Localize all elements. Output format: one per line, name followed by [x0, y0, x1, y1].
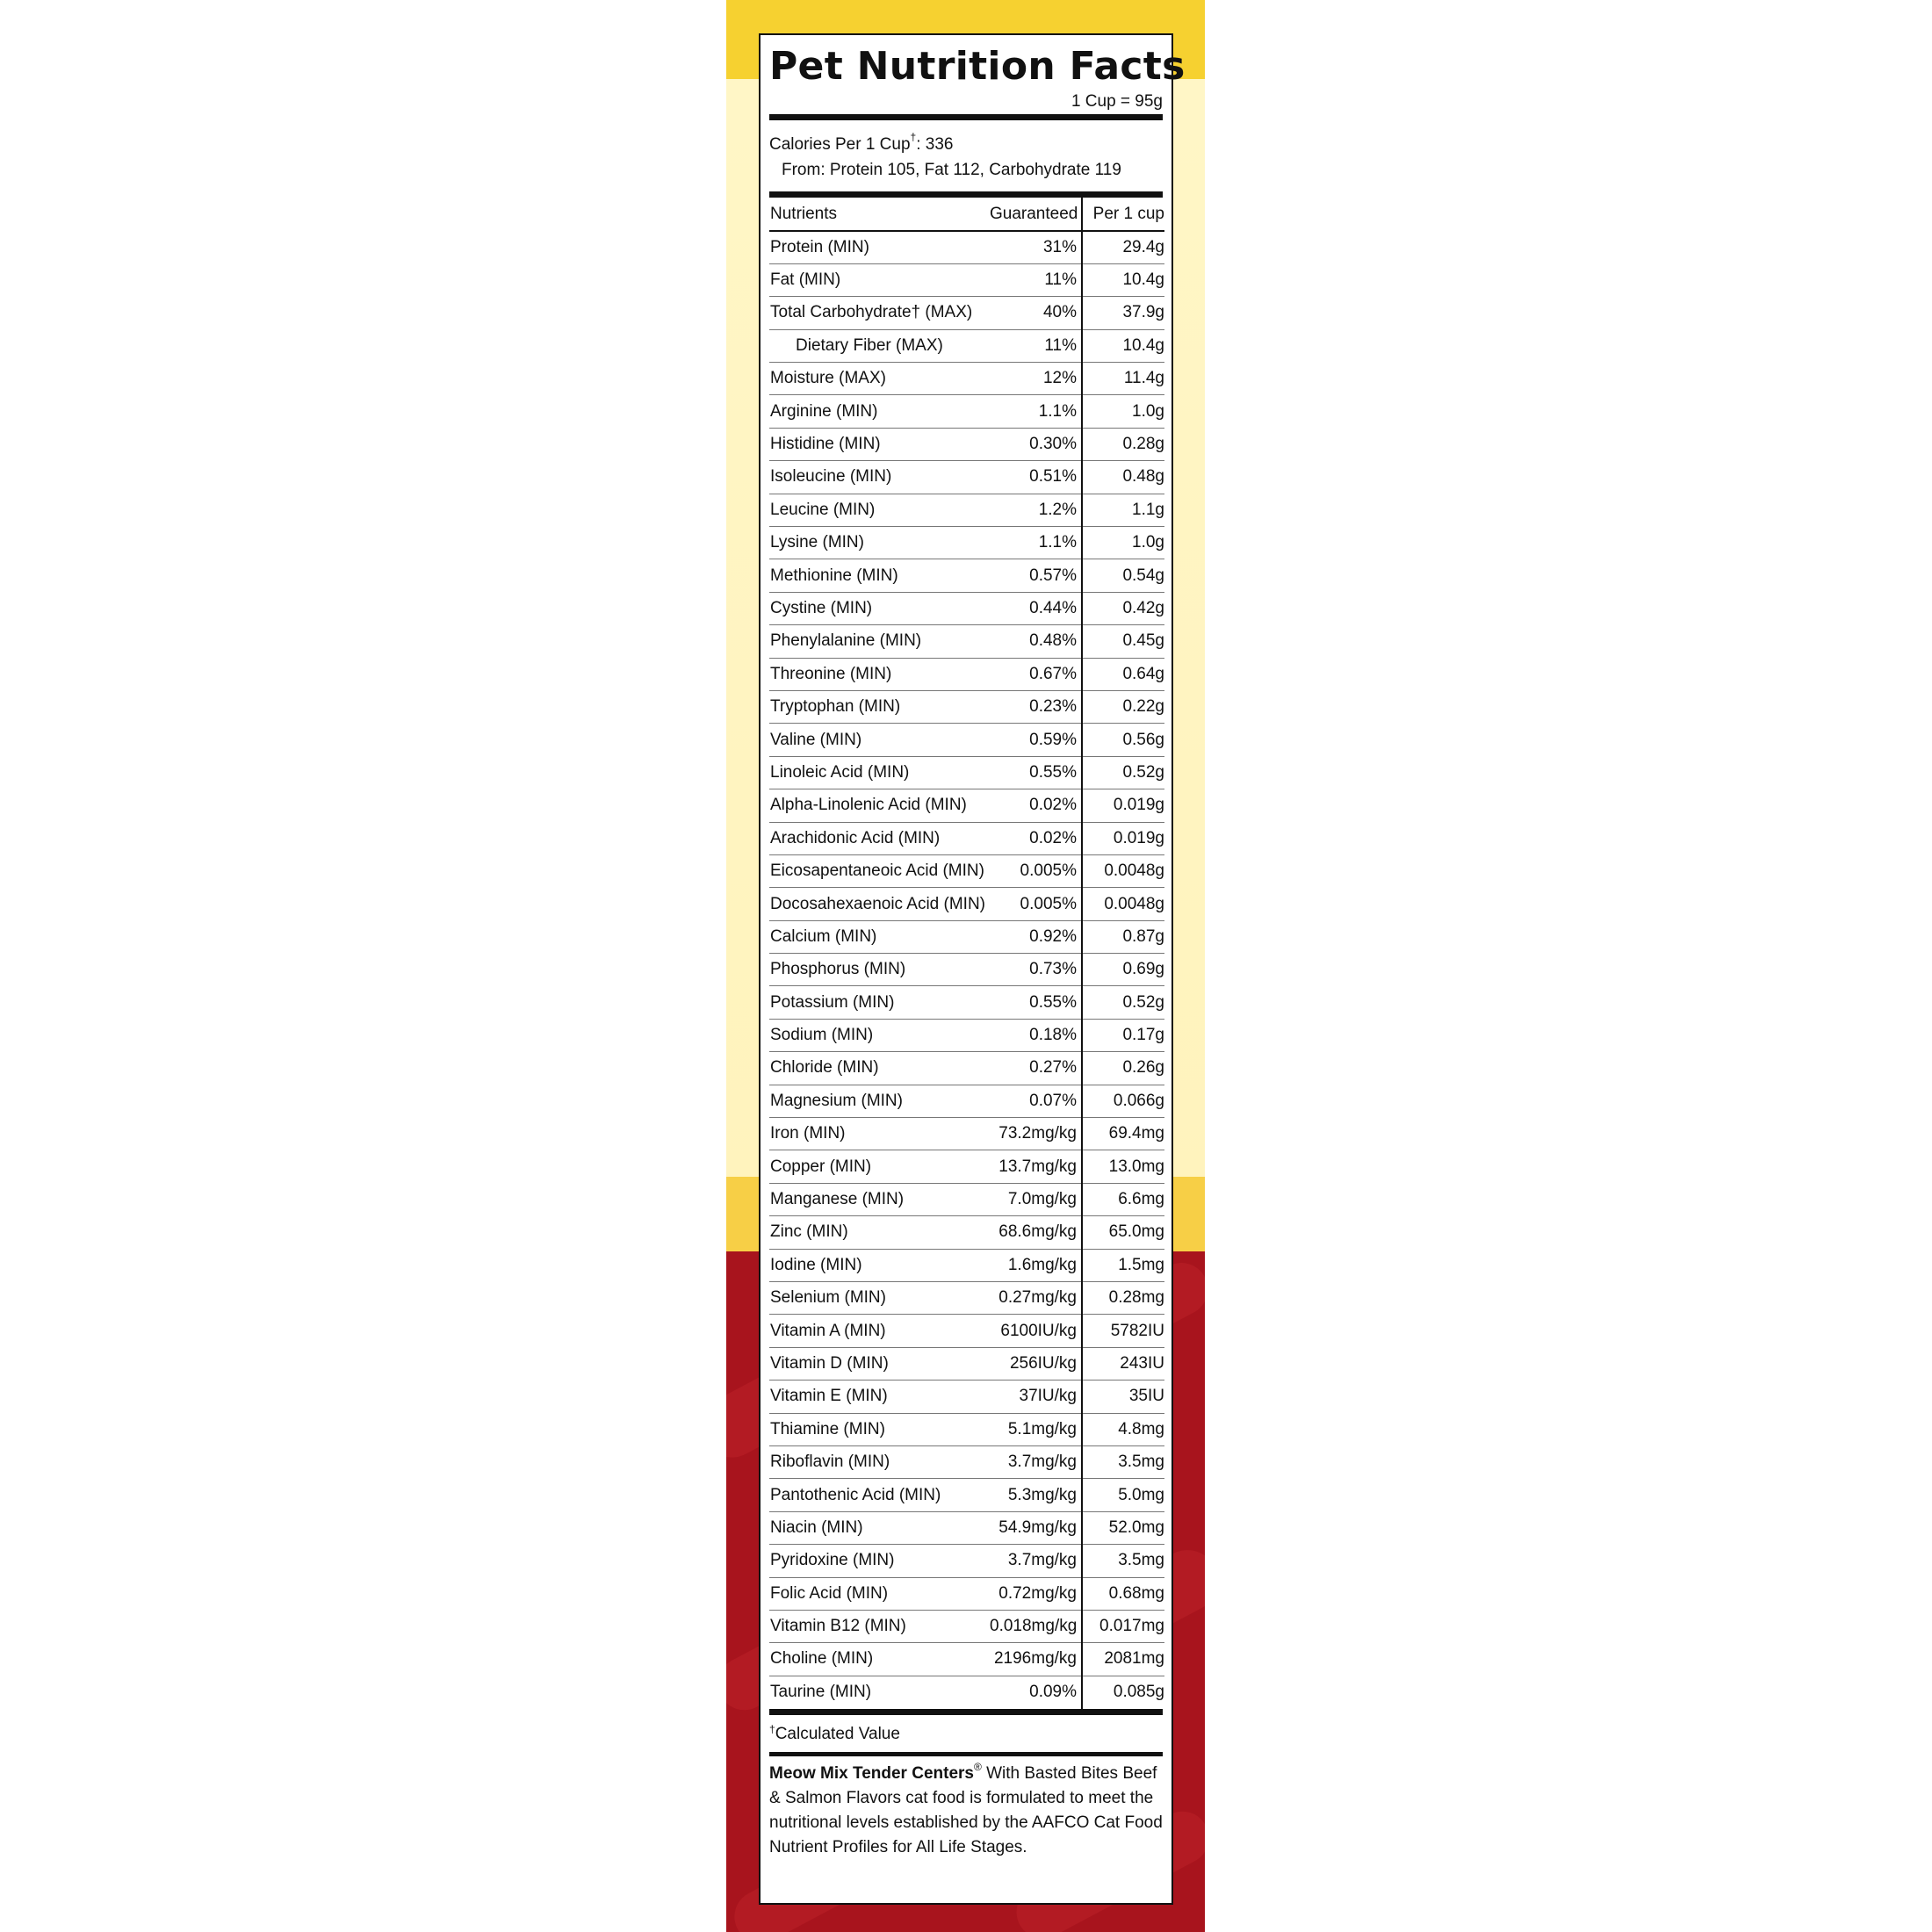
nutrient-name: Pyridoxine (MIN) — [769, 1545, 989, 1577]
table-row — [769, 1381, 1164, 1413]
per-cup-value: 0.066g — [1082, 1085, 1164, 1117]
per-cup-value: 0.52g — [1082, 756, 1164, 789]
nutrient-name: Vitamin E (MIN) — [769, 1381, 989, 1413]
nutrient-name: Alpha-Linolenic Acid (MIN) — [769, 789, 989, 822]
nutrient-name: Choline (MIN) — [769, 1643, 989, 1676]
guaranteed-value: 40% — [989, 297, 1082, 329]
per-cup-value: 5782IU — [1082, 1315, 1164, 1347]
calories-from: From: Protein 105, Fat 112, Carbohydrate 119 — [782, 161, 1121, 179]
nutrient-name: Phenylalanine (MIN) — [769, 625, 989, 658]
per-cup-value: 1.0g — [1082, 527, 1164, 559]
per-cup-value: 0.019g — [1082, 822, 1164, 854]
per-cup-value: 0.69g — [1082, 954, 1164, 986]
table-row — [769, 1282, 1164, 1315]
guaranteed-value: 0.55% — [989, 756, 1082, 789]
calories-prefix: Calories Per 1 Cup — [769, 135, 911, 154]
table-row — [769, 263, 1164, 296]
guaranteed-value: 0.51% — [989, 461, 1082, 494]
table-row — [769, 756, 1164, 789]
guaranteed-value: 0.48% — [989, 625, 1082, 658]
header-per-cup: Per 1 cup — [1092, 204, 1164, 223]
calories-block — [769, 120, 1163, 191]
nutrient-name: Vitamin B12 (MIN) — [769, 1610, 989, 1642]
guaranteed-value: 2196mg/kg — [989, 1643, 1082, 1676]
statement-text: With Basted Bites Beef & Salmon Flavors cat food is formulated to meet the nutritional levels established by the AAFCO Cat Food Nutrient Profiles for All Life Stages. — [769, 1763, 1163, 1856]
calories-line — [769, 132, 1163, 157]
header-guaranteed: Guaranteed — [989, 198, 1082, 231]
nutrient-name: Iron (MIN) — [769, 1118, 989, 1150]
guaranteed-value: 0.92% — [989, 920, 1082, 953]
nutrient-name: Magnesium (MIN) — [769, 1085, 989, 1117]
table-row — [769, 1676, 1164, 1708]
guaranteed-value: 5.1mg/kg — [989, 1413, 1082, 1445]
guaranteed-value: 1.2% — [989, 494, 1082, 526]
per-cup-value: 0.019g — [1082, 789, 1164, 822]
table-row — [769, 954, 1164, 986]
per-cup-value: 0.085g — [1082, 1676, 1164, 1708]
nutrient-name: Arginine (MIN) — [769, 395, 989, 428]
guaranteed-value: 0.59% — [989, 724, 1082, 756]
per-cup-value: 3.5mg — [1082, 1545, 1164, 1577]
guaranteed-value: 0.02% — [989, 822, 1082, 854]
nutrient-name: Leucine (MIN) — [769, 494, 989, 526]
guaranteed-value: 11% — [989, 263, 1082, 296]
guaranteed-value: 0.23% — [989, 690, 1082, 723]
nutrient-name: Protein (MIN) — [769, 231, 989, 263]
nutrient-name: Thiamine (MIN) — [769, 1413, 989, 1445]
per-cup-value: 1.0g — [1082, 395, 1164, 428]
guaranteed-value: 0.09% — [989, 1676, 1082, 1708]
table-row — [769, 1216, 1164, 1249]
guaranteed-value: 0.73% — [989, 954, 1082, 986]
guaranteed-value: 0.27mg/kg — [989, 1282, 1082, 1315]
table-row — [769, 1183, 1164, 1215]
dagger-mark: † — [910, 131, 917, 143]
guaranteed-value: 0.57% — [989, 559, 1082, 592]
guaranteed-value: 0.02% — [989, 789, 1082, 822]
nutrient-name: Tryptophan (MIN) — [769, 690, 989, 723]
per-cup-value: 0.17g — [1082, 1019, 1164, 1051]
nutrient-name: Calcium (MIN) — [769, 920, 989, 953]
nutrient-name: Taurine (MIN) — [769, 1676, 989, 1708]
per-cup-value: 0.0048g — [1082, 854, 1164, 887]
table-row — [769, 329, 1164, 362]
guaranteed-value: 0.44% — [989, 592, 1082, 624]
per-cup-value: 0.64g — [1082, 658, 1164, 690]
nutrient-name: Zinc (MIN) — [769, 1216, 989, 1249]
guaranteed-value: 256IU/kg — [989, 1347, 1082, 1380]
per-cup-value: 2081mg — [1082, 1643, 1164, 1676]
nutrient-name: Valine (MIN) — [769, 724, 989, 756]
nutrient-name: Niacin (MIN) — [769, 1511, 989, 1544]
nutrition-label — [759, 33, 1186, 1905]
per-cup-value: 243IU — [1082, 1347, 1164, 1380]
label-title: Pet Nutrition Facts — [769, 44, 1186, 89]
serving-size: 1 Cup = 95g — [1071, 92, 1163, 111]
header-nutrients: Nutrients — [770, 204, 838, 223]
table-row — [769, 1643, 1164, 1676]
guaranteed-value: 68.6mg/kg — [989, 1216, 1082, 1249]
calories-value: : 336 — [916, 135, 954, 154]
nutrient-name: Methionine (MIN) — [769, 559, 989, 592]
nutrient-name: Manganese (MIN) — [769, 1183, 989, 1215]
nutrient-rows — [769, 231, 1164, 1709]
guaranteed-value: 37IU/kg — [989, 1381, 1082, 1413]
guaranteed-value: 0.005% — [989, 888, 1082, 920]
guaranteed-value: 54.9mg/kg — [989, 1511, 1082, 1544]
table-row — [769, 1545, 1164, 1577]
nutrient-name: Isoleucine (MIN) — [769, 461, 989, 494]
table-row — [769, 1511, 1164, 1544]
table-row — [769, 1085, 1164, 1117]
table-row — [769, 1315, 1164, 1347]
thick-divider — [769, 1709, 1163, 1715]
table-row — [769, 461, 1164, 494]
per-cup-value: 69.4mg — [1082, 1118, 1164, 1150]
table-row — [769, 1052, 1164, 1085]
nutrient-name: Copper (MIN) — [769, 1150, 989, 1183]
per-cup-value: 1.5mg — [1082, 1249, 1164, 1281]
aafco-statement — [769, 1756, 1163, 1860]
table-row — [769, 1445, 1164, 1478]
table-row — [769, 1118, 1164, 1150]
table-row — [769, 986, 1164, 1019]
table-row — [769, 1347, 1164, 1380]
per-cup-value: 3.5mg — [1082, 1445, 1164, 1478]
table-row — [769, 690, 1164, 723]
nutrient-name: Cystine (MIN) — [769, 592, 989, 624]
registered-mark: ® — [973, 1760, 982, 1773]
table-row — [769, 428, 1164, 460]
table-row — [769, 658, 1164, 690]
table-row — [769, 789, 1164, 822]
table-row — [769, 920, 1164, 953]
table-row — [769, 1610, 1164, 1642]
nutrient-name: Vitamin A (MIN) — [769, 1315, 989, 1347]
per-cup-value: 6.6mg — [1082, 1183, 1164, 1215]
table-row — [769, 494, 1164, 526]
nutrient-name: Arachidonic Acid (MIN) — [769, 822, 989, 854]
per-cup-value: 52.0mg — [1082, 1511, 1164, 1544]
per-cup-value: 4.8mg — [1082, 1413, 1164, 1445]
per-cup-value: 0.48g — [1082, 461, 1164, 494]
nutrient-name: Dietary Fiber (MAX) — [769, 329, 989, 362]
per-cup-value: 37.9g — [1082, 297, 1164, 329]
per-cup-value: 1.1g — [1082, 494, 1164, 526]
thick-divider — [769, 191, 1163, 198]
table-header-row — [769, 198, 1164, 231]
per-cup-value: 0.45g — [1082, 625, 1164, 658]
footnote — [769, 1715, 1163, 1752]
nutrient-name: Phosphorus (MIN) — [769, 954, 989, 986]
table-row — [769, 1019, 1164, 1051]
table-row — [769, 1577, 1164, 1610]
guaranteed-value: 0.018mg/kg — [989, 1610, 1082, 1642]
table-row — [769, 1249, 1164, 1281]
table-row — [769, 559, 1164, 592]
nutrient-table — [769, 198, 1164, 1709]
per-cup-value: 29.4g — [1082, 231, 1164, 263]
per-cup-value: 0.56g — [1082, 724, 1164, 756]
nutrient-name: Threonine (MIN) — [769, 658, 989, 690]
per-cup-value: 0.22g — [1082, 690, 1164, 723]
guaranteed-value: 6100IU/kg — [989, 1315, 1082, 1347]
table-row — [769, 363, 1164, 395]
statement-brand: Meow Mix Tender Centers — [769, 1763, 974, 1783]
nutrient-name: Sodium (MIN) — [769, 1019, 989, 1051]
guaranteed-value: 3.7mg/kg — [989, 1545, 1082, 1577]
guaranteed-value: 7.0mg/kg — [989, 1183, 1082, 1215]
nutrient-name: Vitamin D (MIN) — [769, 1347, 989, 1380]
nutrient-name: Histidine (MIN) — [769, 428, 989, 460]
nutrient-name: Fat (MIN) — [769, 263, 989, 296]
nutrient-name: Linoleic Acid (MIN) — [769, 756, 989, 789]
nutrient-name: Riboflavin (MIN) — [769, 1445, 989, 1478]
guaranteed-value: 1.6mg/kg — [989, 1249, 1082, 1281]
table-row — [769, 888, 1164, 920]
per-cup-value: 0.42g — [1082, 592, 1164, 624]
guaranteed-value: 0.55% — [989, 986, 1082, 1019]
guaranteed-value: 5.3mg/kg — [989, 1479, 1082, 1511]
per-cup-value: 0.54g — [1082, 559, 1164, 592]
footnote-text: Calculated Value — [775, 1724, 900, 1743]
per-cup-value: 10.4g — [1082, 263, 1164, 296]
nutrient-name: Eicosapentaneoic Acid (MIN) — [769, 854, 989, 887]
nutrient-name: Lysine (MIN) — [769, 527, 989, 559]
guaranteed-value: 12% — [989, 363, 1082, 395]
table-row — [769, 231, 1164, 263]
guaranteed-value: 31% — [989, 231, 1082, 263]
nutrient-name: Selenium (MIN) — [769, 1282, 989, 1315]
per-cup-value: 10.4g — [1082, 329, 1164, 362]
guaranteed-value: 13.7mg/kg — [989, 1150, 1082, 1183]
nutrient-name: Chloride (MIN) — [769, 1052, 989, 1085]
guaranteed-value: 0.67% — [989, 658, 1082, 690]
thick-divider — [769, 114, 1163, 120]
per-cup-value: 0.68mg — [1082, 1577, 1164, 1610]
per-cup-value: 0.26g — [1082, 1052, 1164, 1085]
nutrient-name: Docosahexaenoic Acid (MIN) — [769, 888, 989, 920]
table-row — [769, 395, 1164, 428]
guaranteed-value: 0.07% — [989, 1085, 1082, 1117]
guaranteed-value: 11% — [989, 329, 1082, 362]
table-row — [769, 297, 1164, 329]
footnote-marker: † — [769, 1722, 775, 1735]
nutrient-name: Folic Acid (MIN) — [769, 1577, 989, 1610]
guaranteed-value: 0.27% — [989, 1052, 1082, 1085]
table-row — [769, 1479, 1164, 1511]
table-row — [769, 1150, 1164, 1183]
guaranteed-value: 0.30% — [989, 428, 1082, 460]
table-row — [769, 854, 1164, 887]
per-cup-value: 0.52g — [1082, 986, 1164, 1019]
package-panel — [726, 0, 1205, 1932]
per-cup-value: 0.0048g — [1082, 888, 1164, 920]
guaranteed-value: 0.72mg/kg — [989, 1577, 1082, 1610]
per-cup-value: 0.017mg — [1082, 1610, 1164, 1642]
table-row — [769, 592, 1164, 624]
per-cup-value: 65.0mg — [1082, 1216, 1164, 1249]
per-cup-value: 0.28g — [1082, 428, 1164, 460]
guaranteed-value: 0.18% — [989, 1019, 1082, 1051]
nutrient-name: Potassium (MIN) — [769, 986, 989, 1019]
per-cup-value: 11.4g — [1082, 363, 1164, 395]
guaranteed-value: 73.2mg/kg — [989, 1118, 1082, 1150]
nutrient-name: Total Carbohydrate† (MAX) — [769, 297, 989, 329]
guaranteed-value: 1.1% — [989, 527, 1082, 559]
guaranteed-value: 0.005% — [989, 854, 1082, 887]
table-row — [769, 822, 1164, 854]
nutrient-name: Pantothenic Acid (MIN) — [769, 1479, 989, 1511]
per-cup-value: 0.28mg — [1082, 1282, 1164, 1315]
nutrient-name: Moisture (MAX) — [769, 363, 989, 395]
per-cup-value: 0.87g — [1082, 920, 1164, 953]
table-row — [769, 724, 1164, 756]
guaranteed-value: 1.1% — [989, 395, 1082, 428]
per-cup-value: 5.0mg — [1082, 1479, 1164, 1511]
nutrient-name: Iodine (MIN) — [769, 1249, 989, 1281]
per-cup-value: 13.0mg — [1082, 1150, 1164, 1183]
per-cup-value: 35IU — [1082, 1381, 1164, 1413]
guaranteed-value: 3.7mg/kg — [989, 1445, 1082, 1478]
table-row — [769, 625, 1164, 658]
table-row — [769, 527, 1164, 559]
table-row — [769, 1413, 1164, 1445]
